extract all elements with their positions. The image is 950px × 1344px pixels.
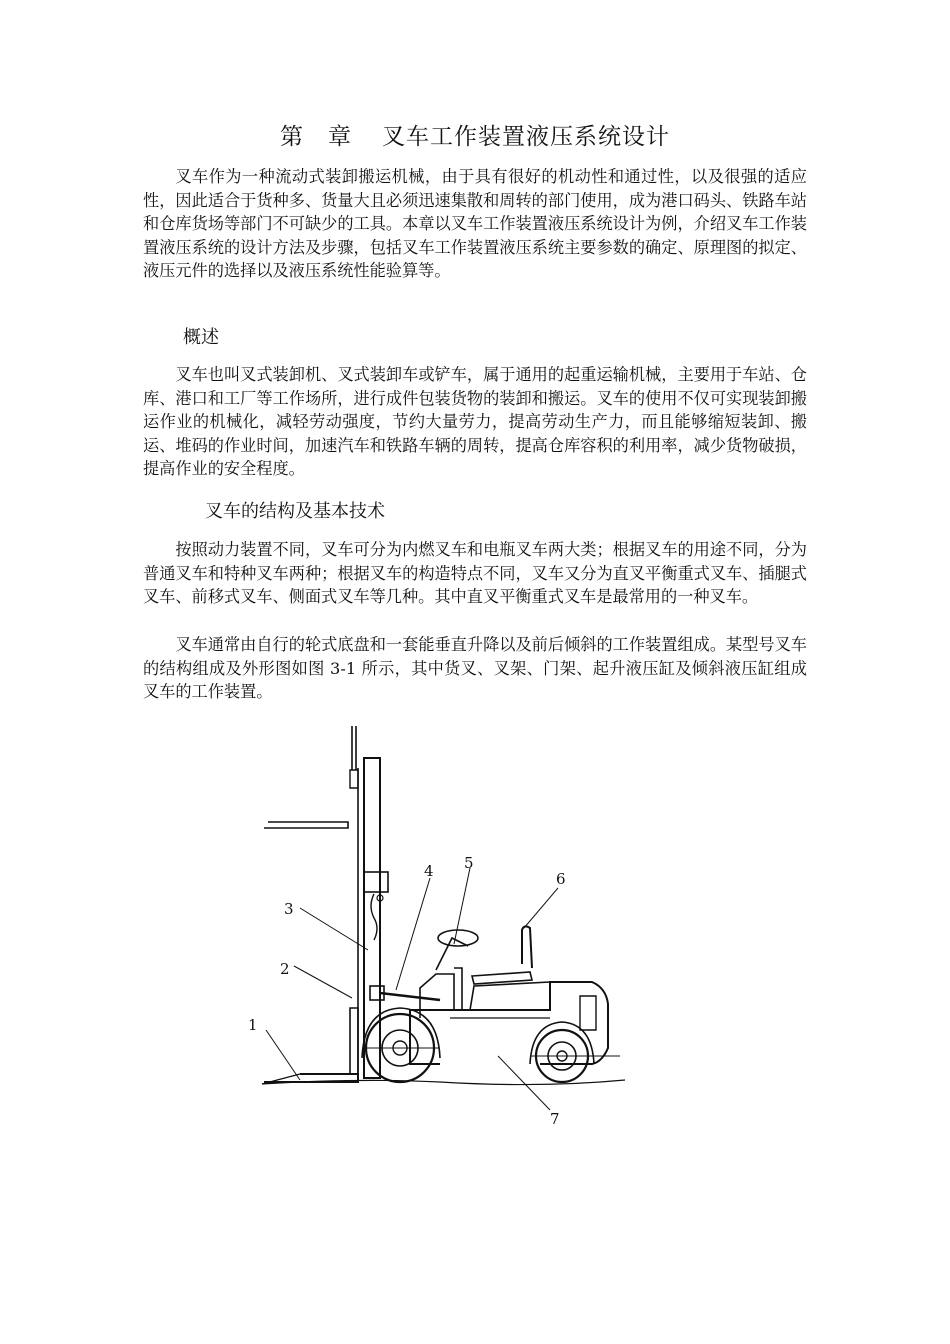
overview-paragraph: 叉车也叫叉式装卸机、叉式装卸车或铲车，属于通用的起重运输机械，主要用于车站、仓库、港口和工厂等工作场所，进行成件包装货物的装卸和搬运。叉车的使用不仅可实现装卸搬运作业的机械化，减轻劳动强度，节约大量劳力，提高劳动生产力，而且能够缩短装卸、搬运、堆码的作业时间，加速汽车和铁路车辆的周转，提高仓库容积的利用率，减少货物破损，提高作业的安全程度。 <box>143 365 807 479</box>
forklift-drawing <box>240 718 640 1128</box>
figure-label-3: 3 <box>284 900 294 918</box>
figure-label-1: 1 <box>248 1016 258 1034</box>
forklift-figure <box>240 718 640 1128</box>
section-heading-overview: 概述 <box>183 327 219 348</box>
chapter-title-text: 叉车工作装置液压系统设计 <box>382 124 670 150</box>
chapter-number: 第 章 <box>280 124 352 150</box>
figure-label-2: 2 <box>280 960 290 978</box>
structure-paragraph-2: 叉车通常由自行的轮式底盘和一套能垂直升降以及前后倾斜的工作装置组成。某型号叉车的结构组成及外形图如图 3-1 所示，其中货叉、叉架、门架、起升液压缸及倾斜液压缸组成叉车的工作装置。 <box>143 635 807 702</box>
figure-label-7: 7 <box>550 1110 560 1128</box>
intro-paragraph: 叉车作为一种流动式装卸搬运机械，由于具有很好的机动性和通过性，以及很强的适应性，因此适合于货种多、货量大且必须迅速集散和周转的部门使用，成为港口码头、铁路车站和仓库货场等部门不可缺少的工具。本章以叉车工作装置液压系统设计为例，介绍叉车工作装置液压系统的设计方法及步骤，包括叉车工作装置液压系统主要参数的确定、原理图的拟定、液压元件的选择以及液压系统性能验算等。 <box>143 167 807 281</box>
structure-paragraph-1: 按照动力装置不同，叉车可分为内燃叉车和电瓶叉车两大类；根据叉车的用途不同，分为普通叉车和特种叉车两种；根据叉车的构造特点不同，叉车又分为直叉平衡重式叉车、插腿式叉车、前移式叉车、侧面式叉车等几种。其中直叉平衡重式叉车是最常用的一种叉车。 <box>143 540 807 607</box>
figure-label-5: 5 <box>464 854 474 872</box>
chapter-title <box>0 118 950 151</box>
figure-label-4: 4 <box>424 862 434 880</box>
section-heading-structure: 叉车的结构及基本技术 <box>205 501 385 522</box>
figure-label-6: 6 <box>556 870 566 888</box>
